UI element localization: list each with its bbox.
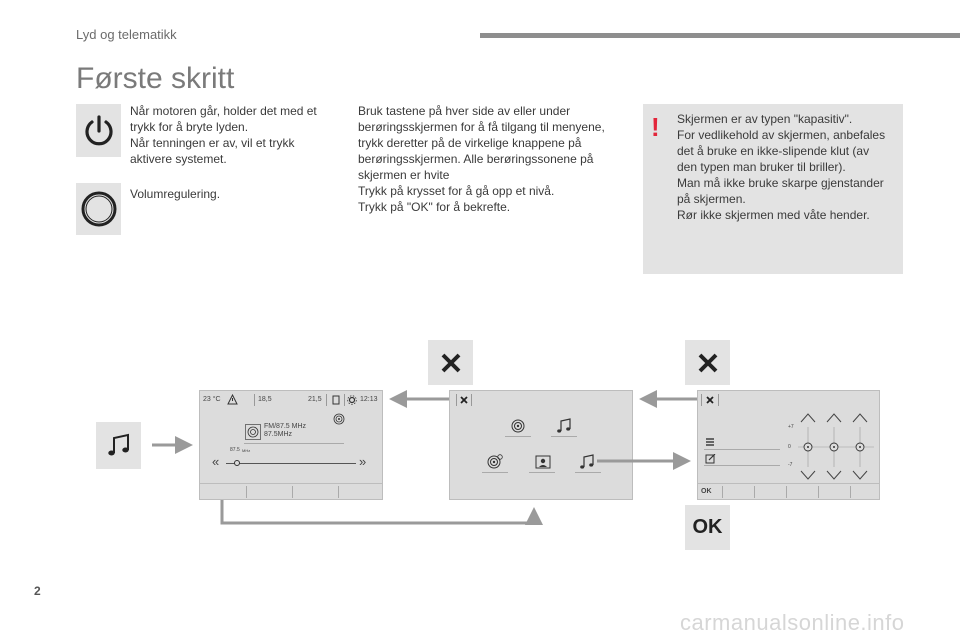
seek-back-button[interactable]: « — [212, 454, 220, 469]
left-temp-value: 18,5 — [258, 396, 272, 403]
watermark: carmanualsonline.info — [680, 610, 905, 635]
section-title: Lyd og telematikk — [76, 27, 177, 42]
warning-text: Skjermen er av typen "kapasitiv". For vedlikehold av skjermen, anbefales det å bruke en ikke-slipende klut (av den typen man bruker til briller). Man må ikke bruke skarpe gjenstander på skjermen. Rør ikke skjermen med våte hender. — [677, 112, 886, 222]
temperature-label: 23 °C — [203, 396, 221, 403]
eq-minus-label: -7 — [788, 462, 793, 468]
eq-plus-label: +7 — [788, 424, 794, 430]
station-label: FM/87.5 MHz — [264, 423, 307, 430]
page-title: Første skritt — [76, 62, 235, 95]
page-number: 2 — [34, 584, 41, 598]
ok-icon: OK — [692, 516, 723, 538]
volume-description: Volumregulering. — [130, 187, 221, 201]
screen-ok-button[interactable]: OK — [701, 488, 712, 495]
seek-forward-button[interactable]: » — [359, 454, 367, 469]
touchscreen-description: Bruk tastene på hver side av eller under berøringsskjermen for å få tilgang til menyene, trykk deretter på de virkelige knappene på berøringsskjermen. Alle berøringssonene på skjermen er hvite Trykk på krysset for å gå opp et nivå. Trykk på "OK" for å bekrefte. — [358, 104, 605, 214]
clock-label: 12:13 — [360, 396, 378, 403]
freq-value: 87.5 — [230, 447, 240, 453]
station-frequency: 87.5MHz — [264, 431, 293, 438]
warning-mark: ! — [651, 112, 660, 142]
power-description: Når motoren går, holder det med et trykk for å bryte lyden. Når tenningen er av, vil et trykk aktivere systemet. — [130, 104, 317, 166]
right-temp-value: 21,5 — [308, 396, 322, 403]
eq-zero-label: 0 — [788, 444, 791, 450]
freq-unit: MHz — [242, 448, 251, 453]
